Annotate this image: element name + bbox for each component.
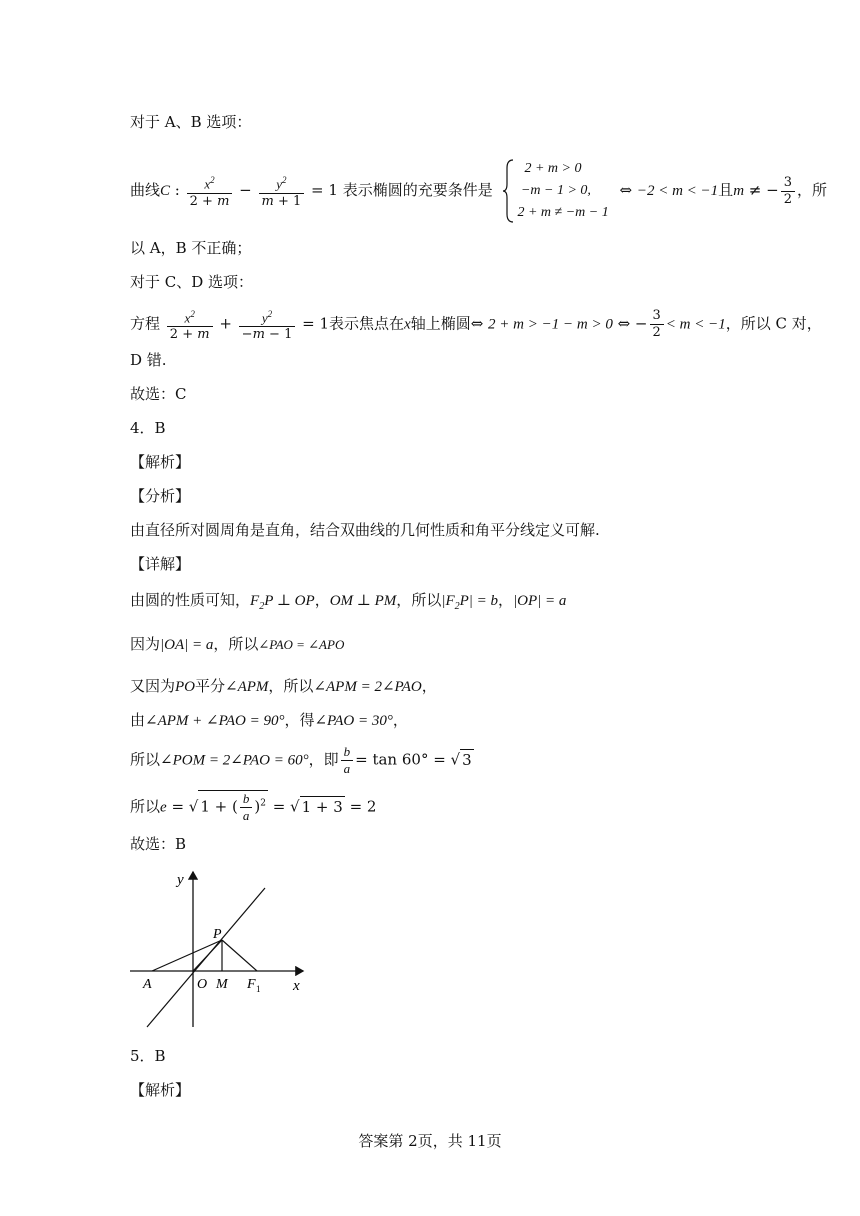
label-x: x (293, 978, 300, 994)
text-line: 所以e = √ 1 + ( $\frac{b}{a}$ )$^2$ = √ 1 + 3 = 2 (130, 791, 377, 823)
text-line: 故选：C (130, 385, 187, 403)
fraction: $\frac{b}{a}$ (240, 791, 253, 824)
text-line: 因为|OA| = a，所以∠PAO = ∠APO (130, 635, 345, 653)
text-line: D 错. (130, 351, 167, 369)
geometry-figure (125, 862, 315, 1034)
text-line: 对于 A、B 选项： (130, 113, 252, 131)
fraction: $\frac{3}{2}$ (650, 308, 664, 341)
section-heading: 【解析】 (130, 453, 191, 471)
text-line: 故选：B (130, 835, 187, 853)
fraction: $\frac{x^2}{2 + m}$ (167, 306, 213, 343)
fraction: $\frac{y^2}{-m - 1}$ (239, 306, 296, 343)
text-line: 由直径所对圆周角是直角，结合双曲线的几何性质和角平分线定义可解. (130, 521, 600, 539)
fraction: $\frac{x^2}{2 + m}$ (187, 172, 233, 209)
segment-PF1 (222, 940, 257, 971)
fraction: $\frac{b}{a}$ (341, 744, 354, 777)
fraction: $\frac{y^2}{m + 1}$ (259, 172, 305, 209)
section-heading: 【详解】 (130, 555, 191, 573)
segment-AP (152, 940, 222, 971)
label-y: y (177, 872, 184, 888)
text-line: 又因为PO平分∠APM，所以∠APM = 2∠PAO， (130, 677, 437, 695)
text-line: 方程 $\frac{x^2}{2 + m}$ + $\frac{y^2}{-m - 1}$ = 1表示焦点在x轴上椭圆⇔ 2 + m > −1 − m > 0 ⇔ − $\frac{3}{2}$ < m < −1，所以 C 对， (130, 306, 822, 343)
text-line: 5．B (130, 1047, 166, 1065)
page-footer: 答案第 2页，共 11页 (358, 1132, 502, 1150)
section-heading: 【分析】 (130, 487, 191, 505)
fraction: $\frac{3}{2}$ (781, 175, 795, 208)
text-line: 曲线C : $\frac{x^2}{2 + m}$ − $\frac{y^2}{m + 1}$ = 1 表示椭圆的充要条件是 2 + m > 0 −m − 1 > 0, 2 + m ≠ −m − 1 ⇔ −2 < m < −1且m ≠ − $\frac{3}{2}$ ，所 (130, 158, 827, 224)
text-line: 对于 C、D 选项： (130, 273, 254, 291)
label-F-sub: 1 (256, 984, 261, 994)
text-line: 由圆的性质可知，$F_2P$ ⊥ OP，OM ⊥ PM，所以$|F_2P| = b$，|OP| = a (130, 591, 567, 612)
label-O: O (197, 977, 208, 992)
text-line: 4．B (130, 419, 166, 437)
label-A: A (143, 977, 152, 992)
label-M: M (216, 977, 228, 992)
equation-system: 2 + m > 0 −m − 1 > 0, 2 + m ≠ −m − 1 (503, 158, 608, 224)
section-heading: 【解析】 (130, 1081, 191, 1099)
label-F: F (247, 977, 256, 992)
label-P: P (213, 927, 222, 942)
text-line: 以 A，B 不正确； (130, 239, 252, 257)
segment-OP (193, 940, 222, 971)
text-line: 由∠APM + ∠PAO = 90°，得∠PAO = 30°， (130, 711, 408, 729)
text-line: 所以∠POM = 2∠PAO = 60°，即 $\frac{b}{a}$ = tan 60° = √ 3 (130, 744, 472, 776)
